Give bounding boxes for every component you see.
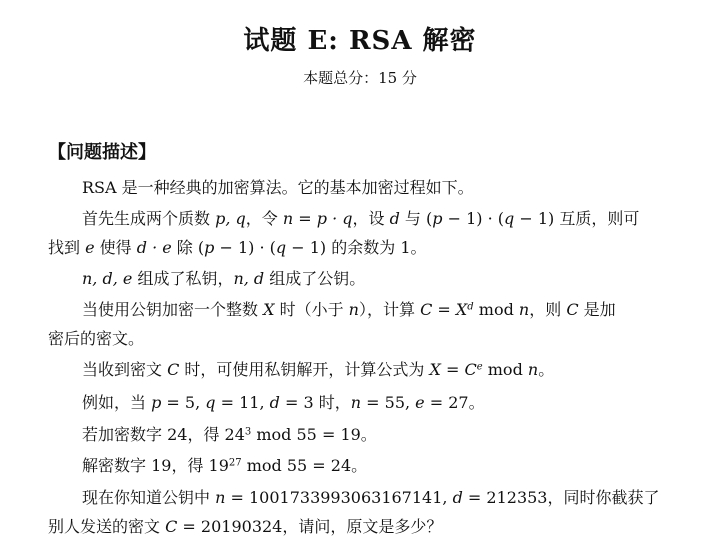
paragraph-keys: n, d, e 组成了私钥，n, d 组成了公钥。 bbox=[82, 269, 366, 288]
total-score: 本题总分：15 分 bbox=[303, 69, 417, 87]
paragraph-key-generation: 首先生成两个质数 p, q，令 n = p · q，设 d 与 (p − 1) · (q − 1) 互质，则可 找到 e 使得 d · e 除 (p − 1) · (q − 1) 的余数为 1。 bbox=[48, 209, 640, 257]
page-title: 试题 E: RSA 解密 bbox=[243, 26, 477, 56]
paragraph-intro: RSA 是一种经典的加密算法。它的基本加密过程如下。 bbox=[82, 178, 474, 197]
paragraph-example: 例如，当 p = 5, q = 11, d = 3 时，n = 55, e = 27。 bbox=[82, 393, 485, 412]
paragraph-encrypt-example: 若加密数字 24，得 $24^3$ mod 55 = 19。 bbox=[82, 425, 377, 444]
section-heading-problem-description: 【问题描述】 bbox=[48, 142, 156, 163]
paragraph-question: 现在你知道公钥中 n = 1001733993063167141, d = 212353，同时你截获了 别人发送的密文 C = 20190324，请问，原文是多少？ bbox=[48, 488, 660, 536]
paragraph-decryption: 当收到密文 C 时，可使用私钥解开，计算公式为 $X = C^e$ mod n。 bbox=[82, 360, 555, 379]
paragraph-encryption: 当使用公钥加密一个整数 X 时（小于 n），计算 $C = X^d$ mod n，则 C 是加 密后的密文。 bbox=[48, 300, 616, 348]
paragraph-decrypt-example: 解密数字 19，得 $19^{27}$ mod 55 = 24。 bbox=[82, 456, 368, 475]
